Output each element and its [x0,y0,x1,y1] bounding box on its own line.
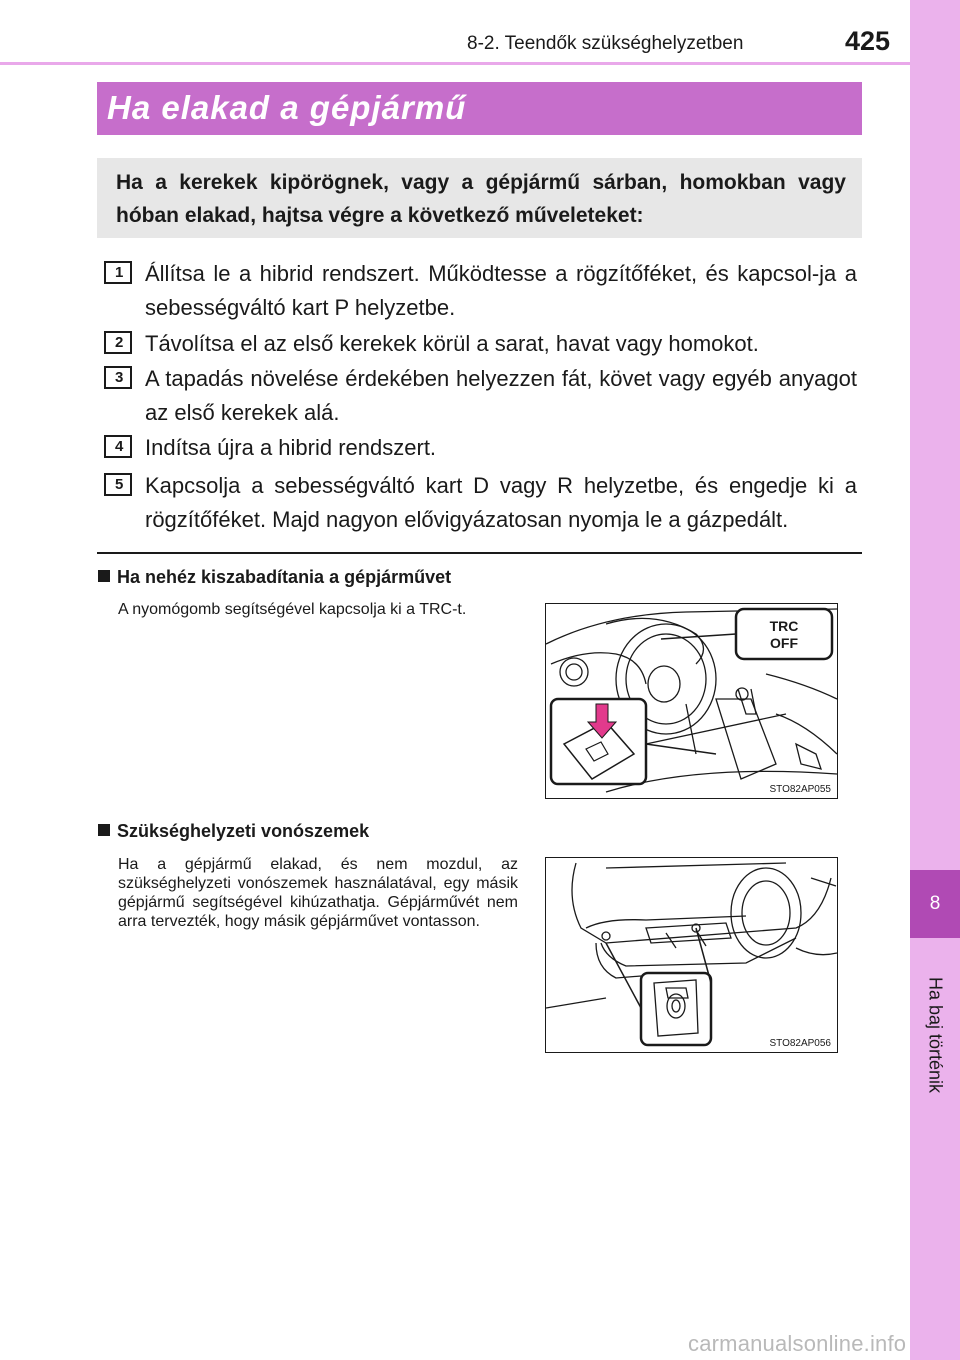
subsection-heading-towing [98,821,369,842]
svg-text:OFF: OFF [770,635,798,651]
section-divider [97,552,862,554]
step-text: Kapcsolja a sebességváltó kart D vagy R helyzetbe, és engedje ki a rögzítőféket. Majd nagyon elővigyázatosan nyomja le a gázpedált. [145,473,857,532]
step-text: A tapadás növelése érdekében helyezzen fát, követ vagy egyéb anyagot az első kerekek alá. [145,366,857,425]
towing-eyelet-illustration [545,857,838,1053]
step-number-badge: 2 [104,331,132,354]
page-title: Ha elakad a gépjármű [107,89,467,126]
step-number-badge: 3 [104,366,132,389]
step-number-badge: 4 [104,435,132,458]
illustration-code: STO82AP055 [769,784,831,795]
chapter-number: 8 [929,893,941,914]
section-title: 8-2. Teendők szükséghelyzetben [467,33,744,54]
svg-text:TRC: TRC [769,618,799,634]
trc-off-illustration [545,603,838,799]
step-text: Állítsa le a hibrid rendszert. Működtesse a rögzítőféket, és kapcsol-ja a sebességváltó kart P helyzetbe. [145,261,857,320]
step-text: Indítsa újra a hibrid rendszert. [145,435,437,460]
subsection-text-towing: Ha a gépjármű elakad, és nem mozdul, az szükséghelyzeti vonószemek használatával, egy másik gépjármű segítségével kihúzathatja. Gépjárművét nem arra tervezték, hogy másik gépjárművet vontasson. [118,856,518,930]
chapter-side-tab [910,0,960,1360]
subsection-text-trc: A nyomógomb segítségével kapcsolja ki a TRC-t. [118,601,467,618]
square-bullet-icon [98,570,110,582]
subsection-heading-text: Szükséghelyzeti vonószemek [117,821,370,841]
subsection-heading-text: Ha nehéz kiszabadítania a gépjárművet [117,567,452,587]
intro-text: Ha a kerekek kipörögnek, vagy a gépjármű sárban, homokban vagy hóban elakad, hajtsa végre a következő műveleteket: [116,171,846,227]
page-number: 425 [845,26,891,56]
step-number-badge: 5 [104,473,132,496]
header-rule [0,62,910,65]
step-number-badge: 1 [104,261,132,284]
subsection-heading-trc [98,567,451,588]
dashboard-drawing [546,604,837,798]
chapter-label: Ha baj történik [925,976,946,1094]
square-bullet-icon [98,824,110,836]
illustration-code: STO82AP056 [769,1038,831,1049]
watermark: carmanualsonline.info [688,1331,907,1356]
vehicle-rear-drawing [546,858,837,1052]
step-text: Távolítsa el az első kerekek körül a sarat, havat vagy homokot. [145,331,759,356]
